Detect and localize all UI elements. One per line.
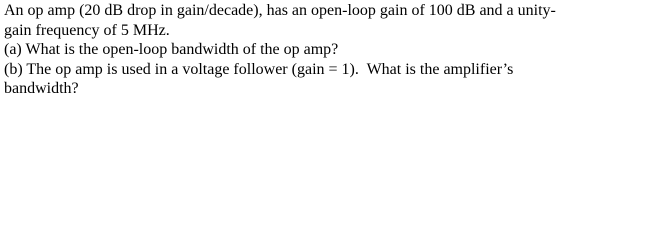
problem-text	[4, 1, 656, 99]
question-part-b-line-2: bandwidth?	[4, 80, 79, 98]
question-part-b-line-1: (b) The op amp is used in a voltage follower (gain = 1). What is the amplifier’s	[4, 60, 514, 78]
problem-intro-line-1: An op amp (20 dB drop in gain/decade), has an open-loop gain of 100 dB and a unity-	[4, 2, 556, 19]
problem-intro-line-2: gain frequency of 5 MHz.	[4, 21, 170, 39]
question-part-a: (a) What is the open-loop bandwidth of the op amp?	[4, 41, 339, 59]
